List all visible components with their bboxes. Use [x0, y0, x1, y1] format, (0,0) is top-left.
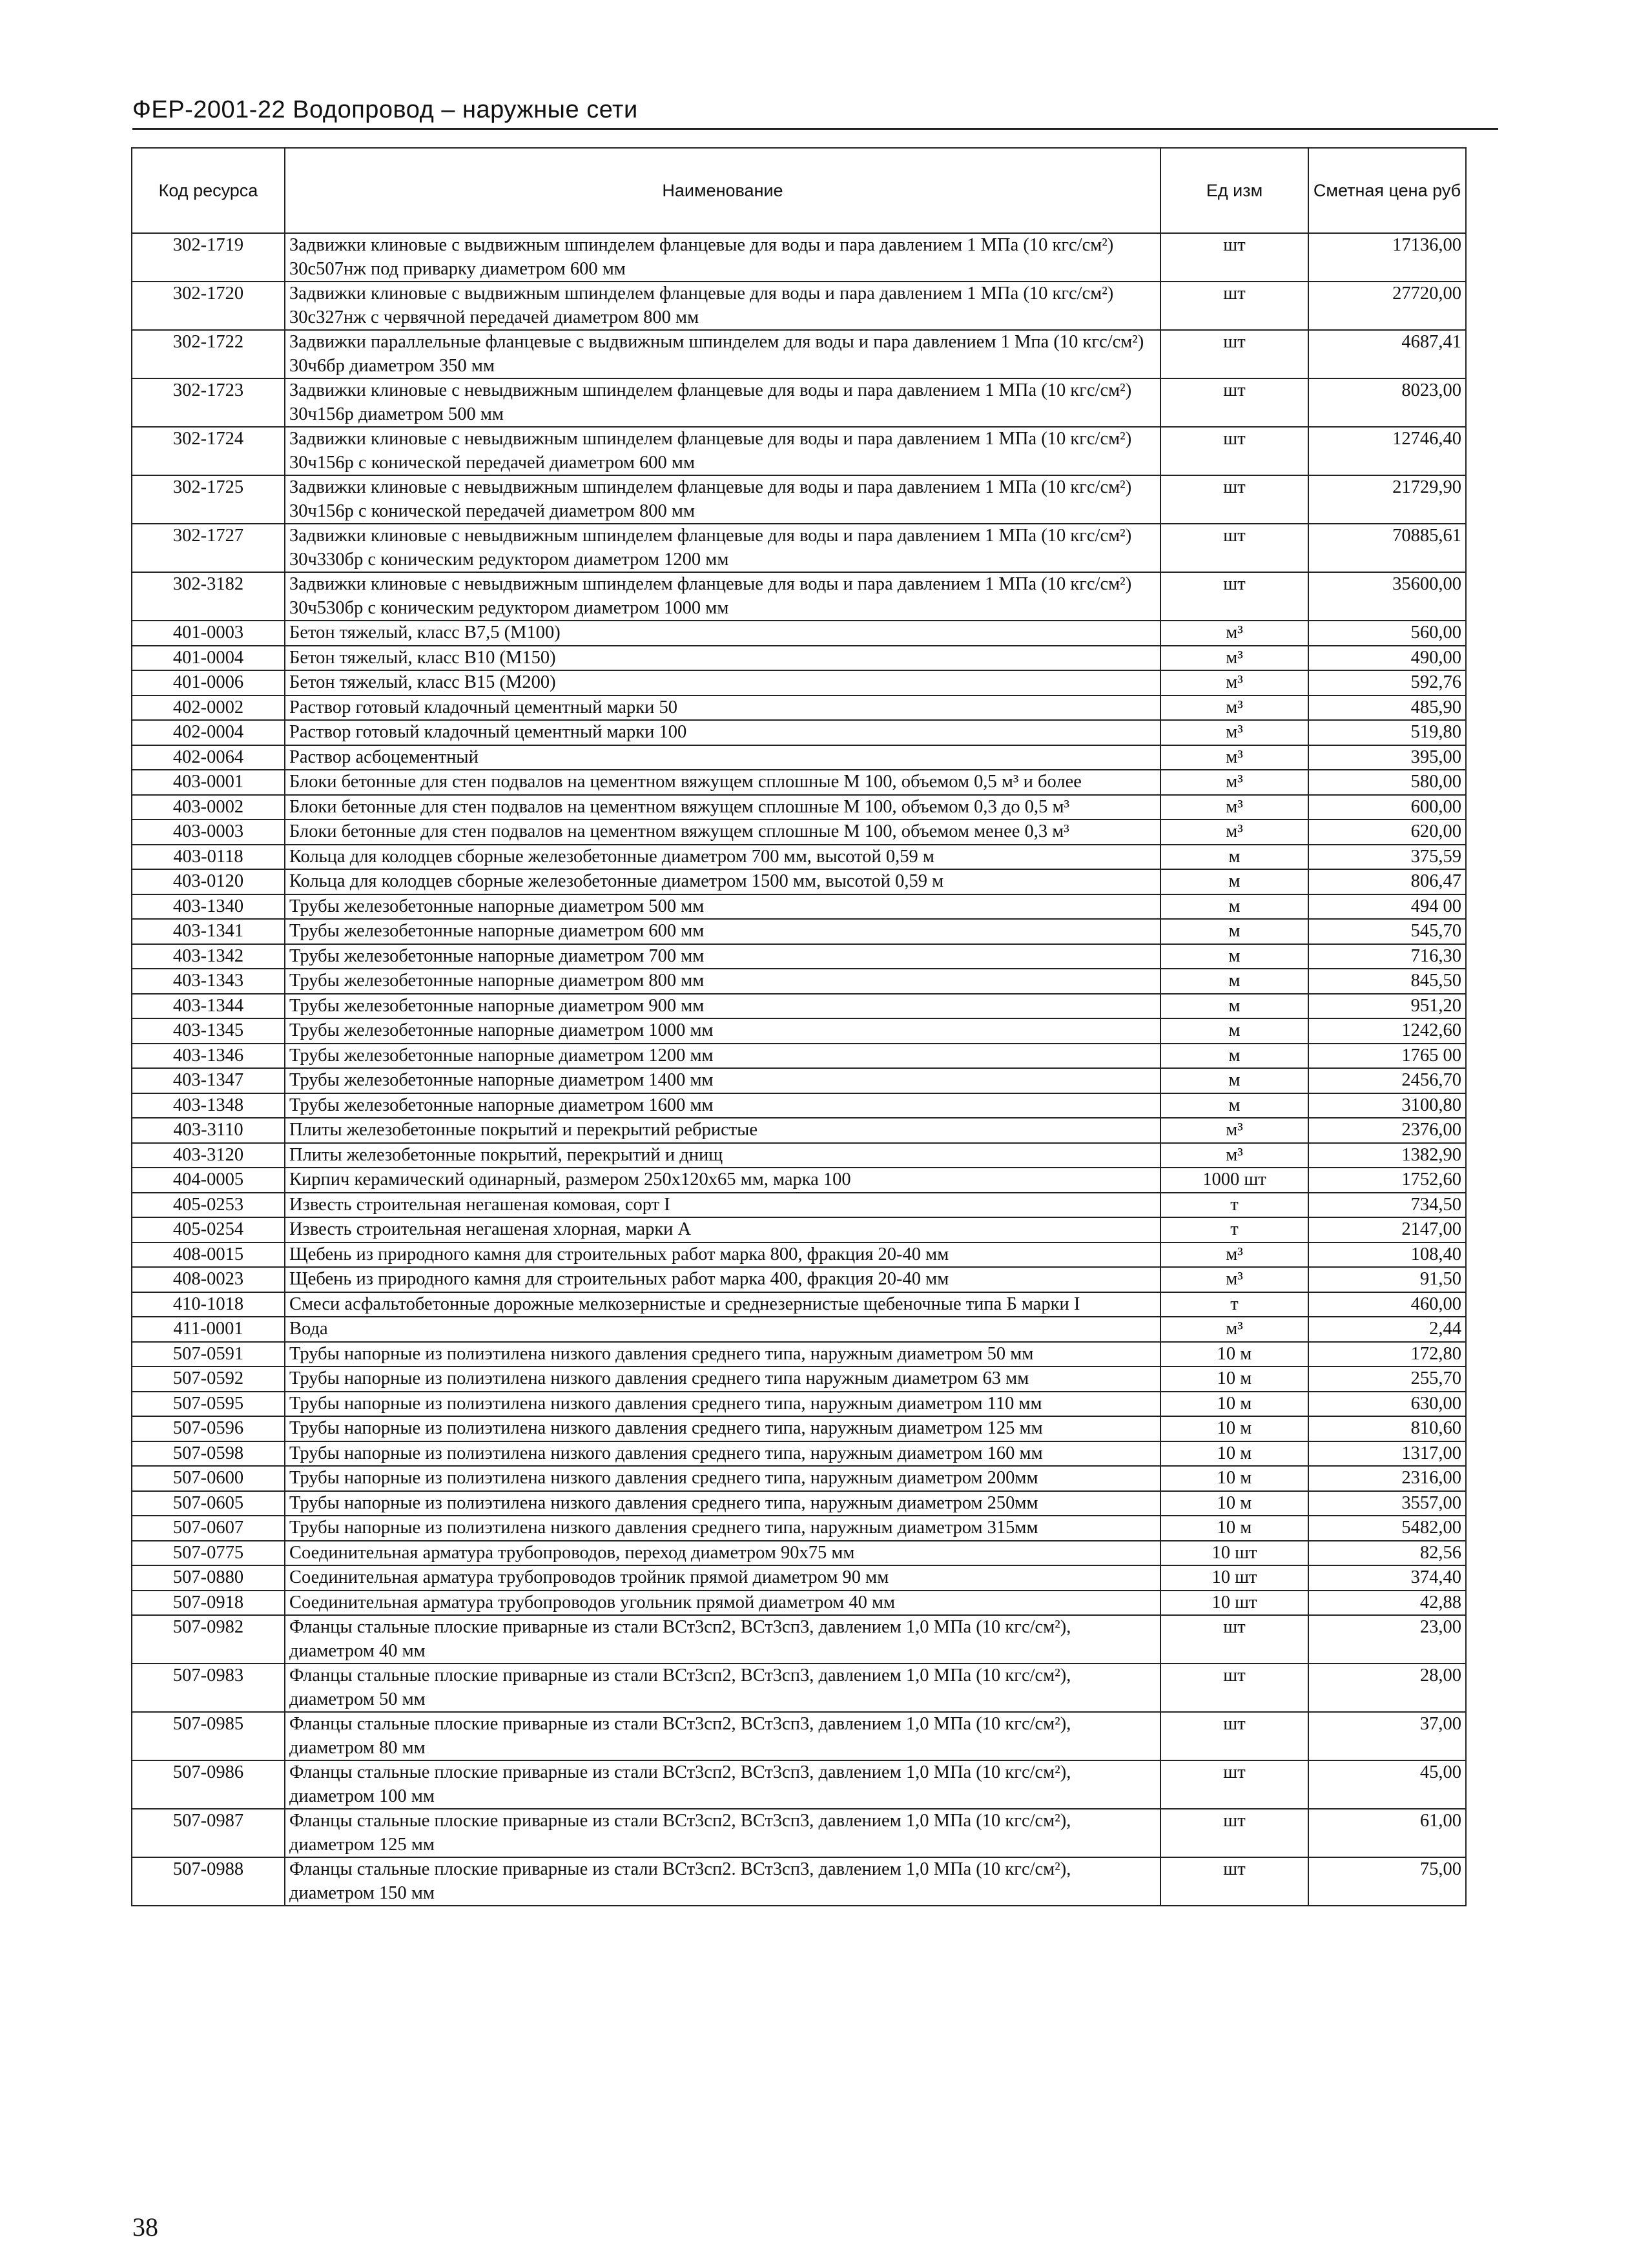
table-body — [132, 233, 1466, 1906]
table-row — [132, 1809, 1466, 1857]
cell-price: 580,00 — [1308, 770, 1466, 795]
table-row — [132, 869, 1466, 894]
header-title: ФЕР-2001-22 Водопровод – наружные сети — [132, 96, 638, 123]
cell-name: Фланцы стальные плоские приварные из стали ВСт3сп2, ВСт3сп3, давлением 1,0 МПа (10 кгс/см²), диаметром 80 мм — [285, 1712, 1160, 1760]
cell-name: Бетон тяжелый, класс В7,5 (М100) — [285, 621, 1160, 646]
cell-name: Раствор готовый кладочный цементный марки 100 — [285, 720, 1160, 745]
cell-unit: шт — [1160, 1760, 1308, 1809]
cell-name: Фланцы стальные плоские приварные из стали ВСт3сп2, ВСт3сп3, давлением 1,0 МПа (10 кгс/см²), диаметром 40 мм — [285, 1615, 1160, 1664]
cell-name: Щебень из природного камня для строительных работ марка 400, фракция 20-40 мм — [285, 1267, 1160, 1292]
cell-name: Фланцы стальные плоские приварные из стали ВСт3сп2, ВСт3сп3, давлением 1,0 МПа (10 кгс/см²), диаметром 50 мм — [285, 1664, 1160, 1712]
cell-price: 494 00 — [1308, 894, 1466, 920]
table-row — [132, 621, 1466, 646]
cell-price: 82,56 — [1308, 1541, 1466, 1566]
cell-price: 560,00 — [1308, 621, 1466, 646]
table-row — [132, 1760, 1466, 1809]
page-header — [132, 89, 1498, 130]
table-row — [132, 1242, 1466, 1268]
table-row — [132, 1068, 1466, 1093]
cell-unit: шт — [1160, 475, 1308, 524]
cell-code: 403-0118 — [132, 845, 285, 870]
cell-code: 401-0003 — [132, 621, 285, 646]
cell-code: 411-0001 — [132, 1317, 285, 1342]
cell-name: Задвижки клиновые с невыдвижным шпинделем фланцевые для воды и пара давлением 1 МПа (10 кгс/см²) 30ч156р с конической передачей диаметром 800 мм — [285, 475, 1160, 524]
cell-name: Трубы напорные из полиэтилена низкого давления среднего типа, наружным диаметром 50 мм — [285, 1342, 1160, 1367]
cell-code: 403-3110 — [132, 1118, 285, 1143]
cell-code: 401-0006 — [132, 670, 285, 696]
table-row — [132, 1416, 1466, 1441]
table-row — [132, 1516, 1466, 1541]
table-row — [132, 1541, 1466, 1566]
cell-price: 23,00 — [1308, 1615, 1466, 1664]
table-row — [132, 1712, 1466, 1760]
cell-price: 2,44 — [1308, 1317, 1466, 1342]
table-row — [132, 1664, 1466, 1712]
cell-unit: шт — [1160, 282, 1308, 330]
cell-code: 507-0592 — [132, 1366, 285, 1392]
cell-name: Известь строительная негашеная комовая, сорт I — [285, 1193, 1160, 1218]
cell-name: Соединительная арматура трубопроводов тройник прямой диаметром 90 мм — [285, 1565, 1160, 1591]
cell-price: 806,47 — [1308, 869, 1466, 894]
cell-name: Задвижки клиновые с невыдвижным шпинделем фланцевые для воды и пара давлением 1 МПа (10 кгс/см²) 30ч530бр с коническим редуктором диаметром 1000 мм — [285, 572, 1160, 621]
cell-code: 507-0985 — [132, 1712, 285, 1760]
cell-code: 507-0598 — [132, 1441, 285, 1467]
cell-price: 27720,00 — [1308, 282, 1466, 330]
cell-price: 61,00 — [1308, 1809, 1466, 1857]
cell-name: Блоки бетонные для стен подвалов на цементном вяжущем сплошные М 100, объемом менее 0,3 м³ — [285, 820, 1160, 845]
cell-price: 45,00 — [1308, 1760, 1466, 1809]
cell-unit: м — [1160, 994, 1308, 1019]
cell-name: Раствор асбоцементный — [285, 745, 1160, 770]
cell-code: 403-1348 — [132, 1093, 285, 1119]
cell-price: 460,00 — [1308, 1292, 1466, 1317]
cell-unit: шт — [1160, 1712, 1308, 1760]
table-row — [132, 282, 1466, 330]
cell-unit: 10 м — [1160, 1441, 1308, 1467]
cell-name: Трубы напорные из полиэтилена низкого давления среднего типа, наружным диаметром 160 мм — [285, 1441, 1160, 1467]
cell-name: Соединительная арматура трубопроводов, переход диаметром 90х75 мм — [285, 1541, 1160, 1566]
cell-price: 75,00 — [1308, 1857, 1466, 1906]
cell-price: 255,70 — [1308, 1366, 1466, 1392]
cell-unit: м³ — [1160, 1242, 1308, 1268]
cell-unit: 10 м — [1160, 1466, 1308, 1491]
cell-price: 42,88 — [1308, 1591, 1466, 1616]
cell-name: Бетон тяжелый, класс В15 (М200) — [285, 670, 1160, 696]
cell-name: Раствор готовый кладочный цементный марки 50 — [285, 696, 1160, 721]
cell-name: Задвижки клиновые с невыдвижным шпинделем фланцевые для воды и пара давлением 1 МПа (10 кгс/см²) 30ч330бр с коническим редуктором диаметром 1200 мм — [285, 524, 1160, 572]
cell-price: 2147,00 — [1308, 1217, 1466, 1242]
table-row — [132, 1193, 1466, 1218]
table-row — [132, 330, 1466, 378]
table-row — [132, 1044, 1466, 1069]
table-row — [132, 670, 1466, 696]
cell-price: 1765 00 — [1308, 1044, 1466, 1069]
cell-code: 405-0254 — [132, 1217, 285, 1242]
cell-name: Кольца для колодцев сборные железобетонные диаметром 1500 мм, высотой 0,59 м — [285, 869, 1160, 894]
cell-code: 507-0918 — [132, 1591, 285, 1616]
cell-price: 1242,60 — [1308, 1018, 1466, 1044]
table-row — [132, 1317, 1466, 1342]
cell-name: Соединительная арматура трубопроводов угольник прямой диаметром 40 мм — [285, 1591, 1160, 1616]
cell-name: Трубы железобетонные напорные диаметром 1000 мм — [285, 1018, 1160, 1044]
cell-unit: м — [1160, 944, 1308, 969]
cell-unit: шт — [1160, 572, 1308, 621]
cell-code: 408-0023 — [132, 1267, 285, 1292]
cell-price: 519,80 — [1308, 720, 1466, 745]
cell-code: 507-0596 — [132, 1416, 285, 1441]
cell-unit: м³ — [1160, 1118, 1308, 1143]
cell-price: 37,00 — [1308, 1712, 1466, 1760]
cell-name: Трубы железобетонные напорные диаметром 1600 мм — [285, 1093, 1160, 1119]
cell-name: Кольца для колодцев сборные железобетонные диаметром 700 мм, высотой 0,59 м — [285, 845, 1160, 870]
cell-name: Фланцы стальные плоские приварные из стали ВСт3сп2, ВСт3сп3, давлением 1,0 МПа (10 кгс/см²), диаметром 100 мм — [285, 1760, 1160, 1809]
cell-code: 302-1724 — [132, 427, 285, 475]
cell-unit: м — [1160, 869, 1308, 894]
cell-code: 302-1725 — [132, 475, 285, 524]
table-row — [132, 1565, 1466, 1591]
table-row — [132, 1267, 1466, 1292]
cell-code: 507-0987 — [132, 1809, 285, 1857]
cell-price: 1752,60 — [1308, 1168, 1466, 1193]
cell-unit: м³ — [1160, 795, 1308, 820]
cell-price: 545,70 — [1308, 919, 1466, 944]
cell-price: 374,40 — [1308, 1565, 1466, 1591]
cell-unit: шт — [1160, 524, 1308, 572]
cell-price: 600,00 — [1308, 795, 1466, 820]
table-row — [132, 427, 1466, 475]
table-row — [132, 1857, 1466, 1906]
table-row — [132, 1217, 1466, 1242]
cell-code: 401-0004 — [132, 646, 285, 671]
table-row — [132, 1392, 1466, 1417]
table-row — [132, 820, 1466, 845]
column-header-code: Код ресурса — [132, 148, 285, 233]
cell-unit: т — [1160, 1292, 1308, 1317]
cell-code: 507-0775 — [132, 1541, 285, 1566]
cell-code: 403-0001 — [132, 770, 285, 795]
table-row — [132, 1018, 1466, 1044]
table-row — [132, 646, 1466, 671]
cell-code: 507-0600 — [132, 1466, 285, 1491]
cell-code: 507-0880 — [132, 1565, 285, 1591]
cell-name: Фланцы стальные плоские приварные из стали ВСт3сп2. ВСт3сп3, давлением 1,0 МПа (10 кгс/см²), диаметром 150 мм — [285, 1857, 1160, 1906]
cell-unit: т — [1160, 1217, 1308, 1242]
cell-name: Задвижки клиновые с невыдвижным шпинделем фланцевые для воды и пара давлением 1 МПа (10 кгс/см²) 30ч156р диаметром 500 мм — [285, 378, 1160, 427]
cell-unit: м — [1160, 1018, 1308, 1044]
cell-code: 507-0605 — [132, 1491, 285, 1516]
cell-unit: м³ — [1160, 621, 1308, 646]
cell-code: 403-1340 — [132, 894, 285, 920]
cell-code: 402-0064 — [132, 745, 285, 770]
cell-code: 302-3182 — [132, 572, 285, 621]
cell-code: 302-1722 — [132, 330, 285, 378]
table-row — [132, 1143, 1466, 1168]
table-row — [132, 1342, 1466, 1367]
cell-price: 395,00 — [1308, 745, 1466, 770]
cell-unit: м³ — [1160, 770, 1308, 795]
cell-unit: м — [1160, 1044, 1308, 1069]
cell-unit: м — [1160, 919, 1308, 944]
cell-price: 734,50 — [1308, 1193, 1466, 1218]
cell-price: 592,76 — [1308, 670, 1466, 696]
table-row — [132, 1093, 1466, 1119]
cell-unit: т — [1160, 1193, 1308, 1218]
cell-unit: м³ — [1160, 646, 1308, 671]
cell-code: 507-0988 — [132, 1857, 285, 1906]
table-row — [132, 696, 1466, 721]
cell-code: 403-0003 — [132, 820, 285, 845]
table-row — [132, 795, 1466, 820]
cell-price: 845,50 — [1308, 969, 1466, 994]
cell-price: 951,20 — [1308, 994, 1466, 1019]
table-row — [132, 745, 1466, 770]
cell-code: 302-1720 — [132, 282, 285, 330]
cell-name: Кирпич керамический одинарный, размером 250х120х65 мм, марка 100 — [285, 1168, 1160, 1193]
cell-name: Задвижки параллельные фланцевые с выдвижным шпинделем для воды и пара давлением 1 Мпа (10 кгс/см²) 30ч6бр диаметром 350 мм — [285, 330, 1160, 378]
table-row — [132, 378, 1466, 427]
cell-code: 405-0253 — [132, 1193, 285, 1218]
cell-unit: м³ — [1160, 1143, 1308, 1168]
table-row — [132, 1466, 1466, 1491]
table-row — [132, 475, 1466, 524]
cell-price: 91,50 — [1308, 1267, 1466, 1292]
cell-code: 404-0005 — [132, 1168, 285, 1193]
cell-unit: м³ — [1160, 670, 1308, 696]
cell-price: 2376,00 — [1308, 1118, 1466, 1143]
cell-unit: м³ — [1160, 1317, 1308, 1342]
cell-code: 302-1723 — [132, 378, 285, 427]
column-header-price: Сметная цена руб — [1308, 148, 1466, 233]
cell-unit: 10 м — [1160, 1366, 1308, 1392]
table-row — [132, 1591, 1466, 1616]
cell-price: 490,00 — [1308, 646, 1466, 671]
table-row — [132, 1441, 1466, 1467]
cell-name: Трубы напорные из полиэтилена низкого давления среднего типа, наружным диаметром 250мм — [285, 1491, 1160, 1516]
cell-unit: м — [1160, 1068, 1308, 1093]
cell-price: 2316,00 — [1308, 1466, 1466, 1491]
cell-code: 403-1346 — [132, 1044, 285, 1069]
cell-unit: шт — [1160, 1615, 1308, 1664]
cell-name: Плиты железобетонные покрытий, перекрытий и днищ — [285, 1143, 1160, 1168]
cell-name: Щебень из природного камня для строительных работ марка 800, фракция 20-40 мм — [285, 1242, 1160, 1268]
cell-name: Трубы железобетонные напорные диаметром 600 мм — [285, 919, 1160, 944]
cell-price: 3100,80 — [1308, 1093, 1466, 1119]
cell-name: Смеси асфальтобетонные дорожные мелкозернистые и среднезернистые щебеночные типа Б марки I — [285, 1292, 1160, 1317]
cell-price: 485,90 — [1308, 696, 1466, 721]
cell-price: 3557,00 — [1308, 1491, 1466, 1516]
cell-name: Фланцы стальные плоские приварные из стали ВСт3сп2, ВСт3сп3, давлением 1,0 МПа (10 кгс/см²), диаметром 125 мм — [285, 1809, 1160, 1857]
cell-price: 4687,41 — [1308, 330, 1466, 378]
cell-name: Трубы железобетонные напорные диаметром 1400 мм — [285, 1068, 1160, 1093]
cell-name: Трубы железобетонные напорные диаметром 800 мм — [285, 969, 1160, 994]
cell-price: 630,00 — [1308, 1392, 1466, 1417]
table-row — [132, 969, 1466, 994]
cell-code: 403-1347 — [132, 1068, 285, 1093]
cell-unit: м — [1160, 845, 1308, 870]
cell-name: Блоки бетонные для стен подвалов на цементном вяжущем сплошные М 100, объемом 0,5 м³ и более — [285, 770, 1160, 795]
cell-code: 403-1342 — [132, 944, 285, 969]
table-row — [132, 233, 1466, 282]
cell-name: Трубы железобетонные напорные диаметром 500 мм — [285, 894, 1160, 920]
cell-unit: 10 шт — [1160, 1565, 1308, 1591]
cell-unit: шт — [1160, 1857, 1308, 1906]
cell-price: 5482,00 — [1308, 1516, 1466, 1541]
cell-unit: м³ — [1160, 696, 1308, 721]
column-header-name: Наименование — [285, 148, 1160, 233]
cell-unit: м — [1160, 894, 1308, 920]
cell-price: 172,80 — [1308, 1342, 1466, 1367]
cell-unit: шт — [1160, 1664, 1308, 1712]
cell-name: Задвижки клиновые с выдвижным шпинделем фланцевые для воды и пара давлением 1 МПа (10 кгс/см²) 30с507нж под приварку диаметром 600 мм — [285, 233, 1160, 282]
cell-name: Трубы напорные из полиэтилена низкого давления среднего типа, наружным диаметром 110 мм — [285, 1392, 1160, 1417]
cell-code: 507-0986 — [132, 1760, 285, 1809]
cell-name: Трубы напорные из полиэтилена низкого давления среднего типа, наружным диаметром 200мм — [285, 1466, 1160, 1491]
cell-name: Трубы напорные из полиэтилена низкого давления среднего типа, наружным диаметром 315мм — [285, 1516, 1160, 1541]
cell-name: Бетон тяжелый, класс В10 (М150) — [285, 646, 1160, 671]
cell-price: 21729,90 — [1308, 475, 1466, 524]
cell-name: Задвижки клиновые с невыдвижным шпинделем фланцевые для воды и пара давлением 1 МПа (10 кгс/см²) 30ч156р с конической передачей диаметром 600 мм — [285, 427, 1160, 475]
cell-price: 716,30 — [1308, 944, 1466, 969]
cell-unit: м³ — [1160, 720, 1308, 745]
table-row — [132, 1491, 1466, 1516]
cell-code: 403-1341 — [132, 919, 285, 944]
table-row — [132, 944, 1466, 969]
cell-code: 403-1343 — [132, 969, 285, 994]
table-row — [132, 524, 1466, 572]
cell-code: 302-1719 — [132, 233, 285, 282]
cell-unit: 10 шт — [1160, 1541, 1308, 1566]
cell-unit: 10 м — [1160, 1416, 1308, 1441]
cell-unit: шт — [1160, 1809, 1308, 1857]
cell-name: Блоки бетонные для стен подвалов на цементном вяжущем сплошные М 100, объемом 0,3 до 0,5 м³ — [285, 795, 1160, 820]
cell-price: 35600,00 — [1308, 572, 1466, 621]
cell-code: 507-0591 — [132, 1342, 285, 1367]
cell-price: 28,00 — [1308, 1664, 1466, 1712]
cell-code: 507-0607 — [132, 1516, 285, 1541]
cell-price: 1382,90 — [1308, 1143, 1466, 1168]
cell-name: Трубы напорные из полиэтилена низкого давления среднего типа, наружным диаметром 125 мм — [285, 1416, 1160, 1441]
cell-code: 507-0982 — [132, 1615, 285, 1664]
cell-code: 507-0983 — [132, 1664, 285, 1712]
cell-unit: м — [1160, 1093, 1308, 1119]
cell-code: 410-1018 — [132, 1292, 285, 1317]
cell-price: 375,59 — [1308, 845, 1466, 870]
cell-unit: шт — [1160, 233, 1308, 282]
cell-name: Трубы напорные из полиэтилена низкого давления среднего типа наружным диаметром 63 мм — [285, 1366, 1160, 1392]
cell-price: 620,00 — [1308, 820, 1466, 845]
table-row — [132, 1292, 1466, 1317]
cell-unit: 10 м — [1160, 1342, 1308, 1367]
cell-price: 108,40 — [1308, 1242, 1466, 1268]
cell-code: 403-1344 — [132, 994, 285, 1019]
cell-unit: 10 м — [1160, 1392, 1308, 1417]
table-row — [132, 770, 1466, 795]
cell-unit: м — [1160, 969, 1308, 994]
table-row — [132, 572, 1466, 621]
cell-price: 17136,00 — [1308, 233, 1466, 282]
cell-code: 408-0015 — [132, 1242, 285, 1268]
cell-code: 403-1345 — [132, 1018, 285, 1044]
table-row — [132, 894, 1466, 920]
cell-code: 402-0004 — [132, 720, 285, 745]
table-header-row — [132, 148, 1466, 233]
cell-unit: 10 м — [1160, 1516, 1308, 1541]
cell-unit: м³ — [1160, 745, 1308, 770]
page-number: 38 — [132, 2212, 158, 2242]
cell-name: Известь строительная негашеная хлорная, марки А — [285, 1217, 1160, 1242]
cell-price: 810,60 — [1308, 1416, 1466, 1441]
cell-unit: 1000 шт — [1160, 1168, 1308, 1193]
cell-name: Трубы железобетонные напорные диаметром 1200 мм — [285, 1044, 1160, 1069]
cell-price: 1317,00 — [1308, 1441, 1466, 1467]
cell-name: Вода — [285, 1317, 1160, 1342]
cell-code: 402-0002 — [132, 696, 285, 721]
table-row — [132, 1615, 1466, 1664]
cell-code: 302-1727 — [132, 524, 285, 572]
cell-price: 2456,70 — [1308, 1068, 1466, 1093]
cell-unit: м³ — [1160, 820, 1308, 845]
cell-code: 507-0595 — [132, 1392, 285, 1417]
cell-name: Трубы железобетонные напорные диаметром 900 мм — [285, 994, 1160, 1019]
table-row — [132, 1118, 1466, 1143]
table-row — [132, 1168, 1466, 1193]
cell-price: 8023,00 — [1308, 378, 1466, 427]
column-header-unit: Ед изм — [1160, 148, 1308, 233]
cell-name: Задвижки клиновые с выдвижным шпинделем фланцевые для воды и пара давлением 1 МПа (10 кгс/см²) 30с327нж с червячной передачей диаметром 800 мм — [285, 282, 1160, 330]
cell-unit: шт — [1160, 330, 1308, 378]
cell-code: 403-3120 — [132, 1143, 285, 1168]
cell-price: 12746,40 — [1308, 427, 1466, 475]
cell-name: Трубы железобетонные напорные диаметром 700 мм — [285, 944, 1160, 969]
cell-unit: шт — [1160, 427, 1308, 475]
table-row — [132, 919, 1466, 944]
table-row — [132, 720, 1466, 745]
cell-code: 403-0002 — [132, 795, 285, 820]
table-row — [132, 994, 1466, 1019]
cell-code: 403-0120 — [132, 869, 285, 894]
cell-unit: шт — [1160, 378, 1308, 427]
cell-unit: 10 шт — [1160, 1591, 1308, 1616]
cell-unit: м³ — [1160, 1267, 1308, 1292]
table-row — [132, 845, 1466, 870]
cell-unit: 10 м — [1160, 1491, 1308, 1516]
cell-name: Плиты железобетонные покрытий и перекрытий ребристые — [285, 1118, 1160, 1143]
table-row — [132, 1366, 1466, 1392]
cell-price: 70885,61 — [1308, 524, 1466, 572]
resource-table — [131, 147, 1467, 1906]
